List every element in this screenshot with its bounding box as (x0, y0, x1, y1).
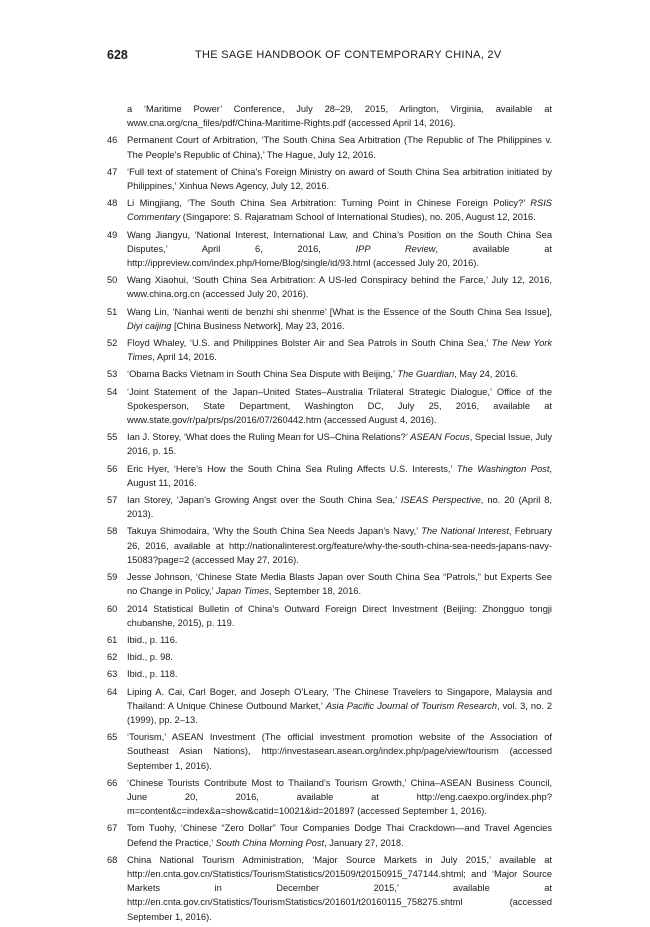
endnote-italic-title: IPP Review (355, 243, 436, 254)
page-header (107, 48, 560, 68)
endnote-italic-title: South China Morning Post (215, 837, 325, 848)
endnote-text-run: Takuya Shimodaira, ‘Why the South China Sea Needs Japan’s Navy,’ (127, 526, 422, 537)
endnote-text (127, 464, 552, 488)
running-title: THE SAGE HANDBOOK OF CONTEMPORARY CHINA, 2V (195, 49, 502, 61)
endnote-text-run: Wang Xiaohui, ‘South China Sea Arbitration: A US-led Conspiracy behind the Farce,’ July 12, 2016, www.china.org.cn (accessed July 20, 2016). (127, 275, 552, 300)
endnote-text (127, 855, 552, 922)
endnote (107, 667, 552, 681)
endnote (107, 273, 552, 301)
endnote-text (127, 604, 552, 628)
endnote-italic-title: The National Interest (421, 526, 509, 537)
endnote (107, 462, 552, 490)
endnote-text-run: , no. 20 (April 8, 2013). (127, 495, 553, 520)
endnote-text (127, 104, 552, 128)
endnote (107, 685, 552, 728)
endnote (107, 650, 552, 664)
endnote-number: 62 (107, 652, 118, 663)
endnote-text-run: Floyd Whaley, ‘U.S. and Philippines Bolster Air and Sea Patrols in South China Sea,’ (127, 338, 492, 349)
endnote-number: 66 (107, 777, 118, 788)
endnote-text-run: Wang Lin, ‘Nanhai wenti de benzhi shi shenme’ [What is the Essence of the South China Sea Issue], (127, 306, 552, 317)
endnote-text-run: Ibid., p. 98. (127, 652, 173, 663)
endnote-text (127, 369, 518, 379)
endnote-text-run: , September 18, 2016. (269, 586, 362, 597)
endnote-text (127, 275, 552, 299)
endnote-number: 59 (107, 572, 118, 583)
endnote (107, 430, 552, 458)
endnote-text-run: Wang Jiangyu, ‘National Interest, International Law, and China’s Position on the South China Sea Disputes,’ April 6, 2016, (127, 229, 552, 254)
endnote-italic-title: Asia Pacific Journal of Tourism Research (325, 700, 498, 711)
endnote-text (127, 778, 552, 816)
endnote-text-run: Permanent Court of Arbitration, ‘The South China Sea Arbitration (The Republic of The Philippines v. The People’s Republic of China),’ The Hague, July 12, 2016. (127, 135, 552, 160)
endnote (107, 367, 552, 381)
endnote-text-run: Liping A. Cai, Carl Boger, and Joseph O’Leary, ‘The Chinese Travelers to Singapore, Malaysia and Thailand: A Unique Chinese Outbound Market,’ (127, 686, 552, 711)
endnote-text (127, 135, 552, 159)
endnote-text-run: ‘Tourism,’ ASEAN Investment (The official investment promotion website of the Association of Southeast Asian Nations), http://investasean.asean.org/index.php/page/view/tourism (accessed September 1, 2016). (127, 732, 552, 771)
endnote-text-run: Ibid., p. 118. (127, 669, 178, 680)
endnote-text (127, 167, 552, 191)
endnote-text-run: China National Tourism Administration, ‘Major Source Markets in July 2015,’ available at http://en.cnta.gov.cn/Statistics/TourismStatistics/201509/t20150915_747144.shtml; and ‘Major Source Markets in December 2015,’ available at http://en.cnta.gov.cn/Statistics/TourismStatistics/201601/t20160115_758275.shtml (accessed September 1, 2016). (127, 854, 552, 922)
endnote-number: 54 (107, 386, 118, 397)
endnote-text-run: , January 27, 2018. (324, 837, 404, 848)
endnote-text (127, 687, 552, 725)
endnote-text-run: Ian Storey, ‘Japan’s Growing Angst over the South China Sea,’ (127, 495, 401, 506)
endnote (107, 493, 552, 521)
endnote (107, 570, 552, 598)
endnote (107, 133, 552, 161)
endnote (107, 165, 552, 193)
endnote-text-run: , April 14, 2016. (152, 352, 217, 363)
endnote-italic-title: Japan Times (215, 586, 270, 597)
endnote (107, 305, 552, 333)
endnote-text-run: 2014 Statistical Bulletin of China’s Outward Foreign Direct Investment (Beijing: Zhongguo tongji chubanshe, 2015), p. 119. (127, 603, 552, 628)
endnote-text-run: ‘Joint Statement of the Japan–United States–Australia Trilateral Strategic Dialogue,’ Office of the Spokesperson, State Department, Washington DC, July 25, 2016, available at www.state.gov/r/pa/prs/ps/2016/07/260442.htm (accessed August 4, 2016). (127, 386, 552, 426)
endnote-text (127, 823, 552, 847)
endnote (107, 602, 552, 630)
page-number: 628 (107, 48, 128, 62)
endnote (107, 102, 552, 130)
endnote-number: 67 (107, 823, 118, 834)
endnote-text (127, 635, 177, 645)
endnote-text-run: , August 11, 2016. (127, 463, 552, 488)
endnote-text (127, 387, 552, 425)
endnote (107, 228, 552, 271)
endnote-text (127, 652, 173, 662)
endnote-text (127, 732, 552, 770)
endnote-text-run: , vol. 3, no. 2 (1999), pp. 2–13. (127, 700, 553, 725)
endnote-text (127, 307, 552, 331)
endnote-italic-title: The Washington Post (456, 463, 550, 474)
endnote-number: 61 (107, 634, 118, 645)
endnote-text-run: Ian J. Storey, ‘What does the Ruling Mean for US–China Relations?’ (127, 432, 411, 443)
endnote-number: 49 (107, 229, 118, 240)
endnote (107, 730, 552, 773)
endnote (107, 853, 552, 924)
endnote-italic-title: The New York Times (127, 338, 552, 363)
endnote-text-run: Jesse Johnson, ‘Chinese State Media Blasts Japan over South China Sea “Patrols,” but Experts See no Change in Policy,’ (127, 572, 552, 597)
endnote-text-run: a ‘Maritime Power’ Conference, July 28–29, 2015, Arlington, Virginia, available at www.cna.org/cna_files/pdf/China-Maritime-Rights.pdf (accessed April 14, 2016). (127, 104, 552, 129)
endnote-text-run: (Singapore: S. Rajaratnam School of International Studies), no. 205, August 12, 2016. (180, 212, 536, 223)
endnote-number: 58 (107, 526, 118, 537)
endnote-text-run: , Special Issue, July 2016, p. 15. (127, 432, 552, 457)
endnote (107, 336, 552, 364)
endnote-italic-title: The Guardian (397, 369, 455, 380)
endnote (107, 821, 552, 849)
endnote-number: 63 (107, 669, 118, 680)
endnote (107, 196, 552, 224)
endnote-italic-title: RSIS Commentary (127, 198, 552, 223)
endnote-text-run: , May 24, 2016. (454, 369, 519, 380)
endnote-text-run: Tom Tuohy, ‘Chinese “Zero Dollar” Tour Companies Dodge Thai Crackdown—and Travel Agencies Defend the Practice,’ (127, 823, 552, 848)
endnote-text-run: ‘Full text of statement of China’s Foreign Ministry on award of South China Sea arbitration initiated by Philippines,’ Xinhua News Agency, July 12, 2016. (127, 166, 552, 192)
endnote-number: 57 (107, 495, 118, 506)
endnote-number: 46 (107, 135, 118, 146)
endnote-number: 47 (107, 166, 118, 177)
endnote-text-run: ‘Obama Backs Vietnam in South China Sea Dispute with Beijing,’ (127, 369, 398, 380)
endnote-text-run: Ibid., p. 116. (127, 634, 178, 645)
endnote-number: 60 (107, 603, 118, 614)
endnote-text (127, 495, 552, 519)
endnote-italic-title: ASEAN Focus (410, 432, 470, 443)
endnote-number: 50 (107, 275, 118, 286)
endnote-text-run: ‘Chinese Tourists Contribute Most to Thailand’s Tourism Growth,’ China–ASEAN Business Council, June 20, 2016, available at http://eng.caexpo.org/index.php?m=content&c=index&a=show&catid=10021&id=201897 (accessed September 1, 2016). (127, 777, 552, 817)
endnote-number: 52 (107, 338, 118, 349)
endnote-text-run: [China Business Network], May 23, 2016. (171, 320, 345, 331)
endnote-italic-title: Diyi caijing (127, 320, 172, 331)
endnote-number: 48 (107, 198, 118, 209)
endnote-text (127, 669, 177, 679)
endnote-text (127, 526, 552, 564)
endnote-italic-title: ISEAS Perspective (400, 495, 481, 506)
endnotes-list (107, 102, 552, 927)
endnote-text (127, 198, 552, 222)
endnote-text (127, 432, 552, 456)
endnote-text (127, 230, 552, 268)
endnote-number: 51 (107, 306, 118, 317)
endnote-number: 56 (107, 463, 118, 474)
endnote-number: 68 (107, 854, 118, 865)
endnote-text (127, 572, 552, 596)
endnote (107, 633, 552, 647)
endnote-text-run: Li Mingjiang, ‘The South China Sea Arbitration: Turning Point in Chinese Foreign Policy?’ (127, 198, 531, 209)
endnote-text-run: , February 26, 2016, available at http://nationalinterest.org/feature/why-the-south-china-sea-needs-japans-navy-15083?page=2 (accessed May 27, 2016). (127, 526, 552, 565)
endnote-text-run: , available at http://ippreview.com/index.php/Home/Blog/single/id/93.html (accessed July 20, 2016). (127, 243, 552, 269)
endnote-number: 55 (107, 432, 118, 443)
endnote-text-run: Eric Hyer, ‘Here’s How the South China Sea Ruling Affects U.S. Interests,’ (127, 463, 457, 474)
endnote (107, 524, 552, 567)
endnote-number: 53 (107, 369, 118, 380)
endnote (107, 776, 552, 819)
endnote-number: 64 (107, 686, 118, 697)
endnote-number: 65 (107, 732, 118, 743)
endnote (107, 385, 552, 428)
endnote-text (127, 338, 552, 362)
